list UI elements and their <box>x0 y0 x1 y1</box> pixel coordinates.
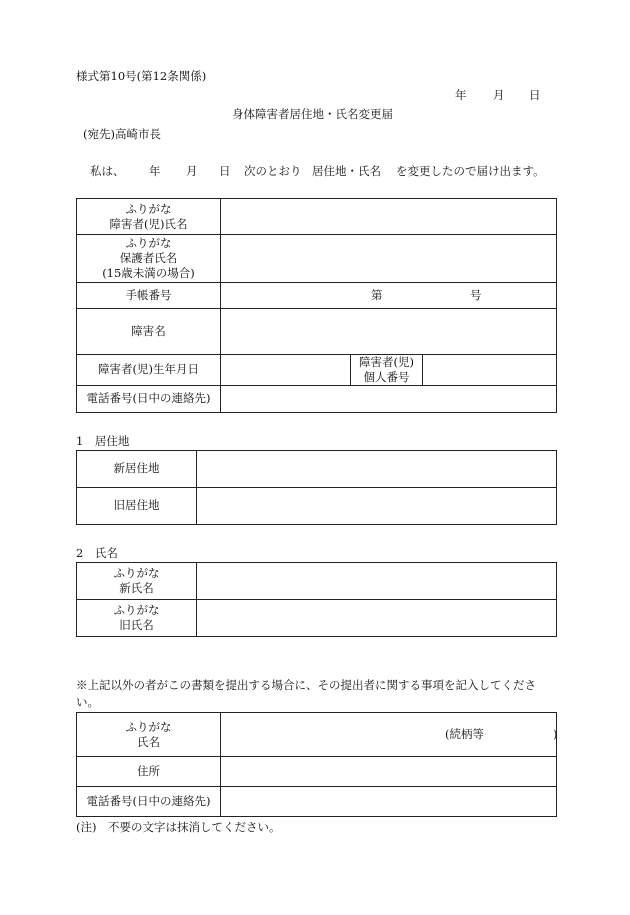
residence-table <box>76 450 557 525</box>
personal-number-label-1: 障害者(児) <box>359 355 414 369</box>
submitter-phone-field[interactable] <box>221 787 557 817</box>
new-name-label: 新氏名 <box>119 581 154 595</box>
date-year-label: 年 <box>455 88 467 102</box>
statement-text-3: を変更したので届け出ます。 <box>396 164 545 178</box>
statement-prefix: 私は、 <box>90 164 125 178</box>
new-name-label-cell <box>77 563 197 600</box>
handbook-number-field[interactable] <box>221 283 557 309</box>
phone-label: 電話番号(日中の連絡先) <box>77 386 221 413</box>
submitter-phone-label: 電話番号(日中の連絡先) <box>77 787 221 817</box>
name-change-table <box>76 562 557 637</box>
submitter-name-field[interactable] <box>221 713 557 757</box>
personal-number-label-2: 個人番号 <box>363 370 410 384</box>
section-name-heading: 2 氏名 <box>76 546 118 560</box>
date-month-label: 月 <box>493 88 505 102</box>
applicant-info-table <box>76 198 557 413</box>
guardian-name-label-cell <box>77 235 221 283</box>
addressee: (宛先)高崎市長 <box>83 127 161 141</box>
submitter-relation: (続柄等 ) <box>445 727 558 741</box>
applicant-name-furigana: ふりがな <box>125 201 172 216</box>
disability-name-label: 障害名 <box>77 309 221 355</box>
statement-text-2: 居住地・氏名 <box>312 164 381 178</box>
birthdate-field[interactable] <box>221 355 351 386</box>
footnote: (注) 不要の文字は抹消してください。 <box>76 820 281 834</box>
old-residence-label: 旧居住地 <box>77 488 197 525</box>
new-residence-label: 新居住地 <box>77 451 197 488</box>
guardian-name-note: (15歳未満の場合) <box>102 266 195 280</box>
submitter-address-label: 住所 <box>77 757 221 787</box>
guardian-name-furigana: ふりがな <box>125 236 172 250</box>
statement-day: 日 <box>219 164 231 178</box>
statement-text-1: 次のとおり <box>244 164 302 178</box>
applicant-name-label-cell <box>77 199 221 235</box>
statement-month: 月 <box>186 164 198 178</box>
section-residence-heading: 1 居住地 <box>76 434 130 448</box>
new-residence-field[interactable] <box>197 451 557 488</box>
old-name-field[interactable] <box>197 600 557 637</box>
old-name-furigana: ふりがな <box>113 603 160 617</box>
submitter-note-line-2: い。 <box>76 695 99 709</box>
date-day-label: 日 <box>529 88 541 102</box>
submitter-address-field[interactable] <box>221 757 557 787</box>
old-residence-field[interactable] <box>197 488 557 525</box>
submitter-table <box>76 712 557 817</box>
guardian-name-field[interactable] <box>221 235 557 283</box>
new-name-furigana: ふりがな <box>113 566 160 580</box>
statement-year: 年 <box>149 164 161 178</box>
submitter-note-line-1: ※上記以外の者がこの書類を提出する場合に、その提出者に関する事項を記入してくださ <box>76 678 536 692</box>
personal-number-field[interactable] <box>423 355 557 386</box>
disability-name-field[interactable] <box>221 309 557 355</box>
old-name-label-cell <box>77 600 197 637</box>
submitter-name-label: 氏名 <box>137 734 160 749</box>
submitter-name-furigana: ふりがな <box>125 719 172 734</box>
guardian-name-label: 保護者氏名 <box>119 251 178 265</box>
handbook-number-prefix: 第 <box>371 288 383 302</box>
phone-field[interactable] <box>221 386 557 413</box>
handbook-number-suffix: 号 <box>470 288 482 302</box>
new-name-field[interactable] <box>197 563 557 600</box>
personal-number-label-cell <box>351 355 423 386</box>
birthdate-label: 障害者(児)生年月日 <box>77 355 221 386</box>
applicant-name-label: 障害者(児)氏名 <box>109 216 188 231</box>
submitter-name-label-cell <box>77 713 221 757</box>
handbook-number-label: 手帳番号 <box>77 283 221 309</box>
page-title: 身体障害者居住地・氏名変更届 <box>232 107 393 121</box>
form-number: 様式第10号(第12条関係) <box>76 69 207 83</box>
old-name-label: 旧氏名 <box>119 618 154 632</box>
applicant-name-field[interactable] <box>221 199 557 235</box>
